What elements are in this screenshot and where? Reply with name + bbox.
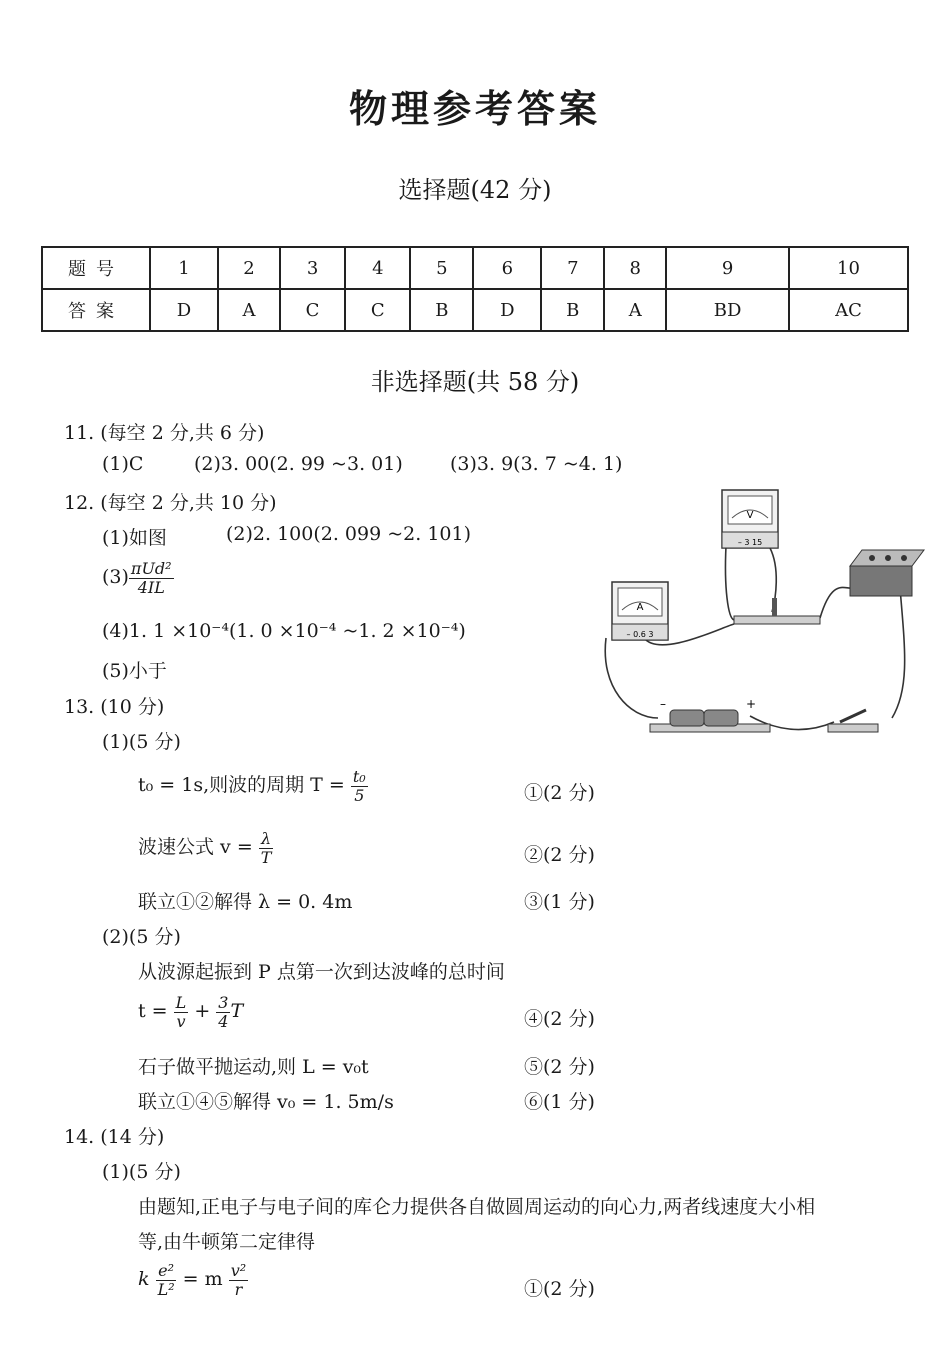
table-cell: 8 [604, 247, 666, 289]
q13-points-1: ①(2 分) [524, 782, 595, 804]
table-cell: C [345, 289, 410, 331]
battery-minus: – [660, 697, 666, 711]
formula-text: t = [138, 1000, 168, 1023]
answer-table [41, 246, 909, 332]
q14-part-1: (1)(5 分) [102, 1161, 181, 1183]
q14-line-2: 等,由牛顿第二定律得 [138, 1231, 316, 1253]
table-cell: C [280, 289, 345, 331]
q11-answer-2: (2)3. 00(2. 99 ~3. 01) [194, 453, 403, 475]
resistance-box [850, 550, 924, 596]
fraction-numerator: t₀ [352, 767, 366, 786]
fraction-denominator: r [234, 1279, 243, 1299]
q13-points-5: ⑤(2 分) [524, 1056, 595, 1078]
formula-fraction [129, 560, 174, 596]
table-cell: 9 [666, 247, 789, 289]
fraction-numerator: v² [230, 1262, 247, 1280]
q13-points-3: ③(1 分) [524, 891, 595, 913]
wire [605, 638, 658, 718]
table-cell: D [473, 289, 541, 331]
fraction-denominator: T [260, 847, 272, 867]
q13-line-4: 从波源起振到 P 点第一次到达波峰的总时间 [138, 961, 505, 983]
table-cell: 3 [280, 247, 345, 289]
q14-equation [138, 1262, 248, 1304]
q13-part-1: (1)(5 分) [102, 731, 181, 753]
table-cell: 1 [150, 247, 218, 289]
q11-heading: 11. (每空 2 分,共 6 分) [64, 422, 265, 444]
q12-answer-4: (4)1. 1 ×10⁻⁴(1. 0 ×10⁻⁴ ~1. 2 ×10⁻⁴) [102, 620, 466, 642]
voltmeter-scale: – 3 15 [737, 538, 763, 547]
q13-line-7: 联立①④⑤解得 v₀ = 1. 5m/s [138, 1091, 394, 1113]
q13-line-2 [138, 830, 273, 866]
q13-heading: 13. (10 分) [64, 696, 165, 718]
circuit-diagram [600, 488, 930, 744]
formula-fraction [216, 994, 230, 1030]
fraction-denominator: 4IL [137, 577, 165, 597]
wire [892, 588, 905, 718]
q14-line-1: 由题知,正电子与电子间的库仑力提供各自做圆周运动的向心力,两者线速度大小相 [138, 1196, 816, 1218]
formula-text: t₀ = 1s,则波的周期 T = [138, 774, 345, 797]
formula-text: k [138, 1268, 150, 1291]
resistance-wire [734, 598, 820, 624]
formula-text: 波速公式 v = [138, 836, 253, 859]
row-label: 题号 [42, 247, 150, 289]
formula-text: T [230, 1000, 244, 1023]
table-cell: 6 [473, 247, 541, 289]
table-cell: A [604, 289, 666, 331]
q12-heading: 12. (每空 2 分,共 10 分) [64, 492, 277, 514]
table-cell: BD [666, 289, 789, 331]
q13-line-5 [138, 994, 243, 1030]
row-label: 答案 [42, 289, 150, 331]
fraction-denominator: 4 [218, 1011, 229, 1031]
battery [650, 697, 770, 732]
fraction-numerator: πUd² [130, 559, 172, 578]
table-row-answers [42, 289, 908, 331]
formula-fraction [259, 830, 274, 866]
formula-fraction [156, 1262, 177, 1298]
table-cell: AC [789, 289, 908, 331]
q13-points-2: ②(2 分) [524, 844, 595, 866]
nonchoice-heading: 非选择题(共 58 分) [370, 368, 580, 396]
switch [828, 710, 878, 732]
q12-answer-2: (2)2. 100(2. 099 ~2. 101) [226, 523, 471, 545]
battery-plus: + [746, 697, 757, 711]
voltmeter [722, 490, 778, 548]
fraction-denominator: v [176, 1011, 186, 1031]
wire [725, 546, 734, 620]
q14-heading: 14. (14 分) [64, 1126, 165, 1148]
table-cell: 4 [345, 247, 410, 289]
q12-answer-5: (5)小于 [102, 660, 167, 682]
formula-fraction [174, 994, 189, 1030]
ammeter [612, 582, 668, 640]
table-cell: 2 [218, 247, 280, 289]
q13-points-6: ⑥(1 分) [524, 1091, 595, 1113]
q12-answer-3 [102, 560, 174, 596]
table-cell: 10 [789, 247, 908, 289]
table-cell: B [410, 289, 473, 331]
fraction-denominator: 5 [354, 785, 365, 805]
fraction-numerator: 3 [218, 993, 229, 1012]
choice-heading: 选择题(42 分) [398, 176, 552, 204]
q12-answer-1: (1)如图 [102, 527, 167, 549]
voltmeter-label: V [746, 510, 754, 521]
formula-text: = m [182, 1268, 223, 1291]
q14-points-1: ①(2 分) [524, 1278, 595, 1300]
q13-line-1 [138, 768, 368, 804]
ammeter-scale: – 0.6 3 [626, 630, 654, 639]
table-row-numbers [42, 247, 908, 289]
table-cell: B [541, 289, 604, 331]
ammeter-label: A [636, 602, 644, 613]
table-cell: A [218, 289, 280, 331]
table-cell: D [150, 289, 218, 331]
table-cell: 7 [541, 247, 604, 289]
formula-fraction [229, 1262, 248, 1298]
fraction-numerator: λ [261, 829, 272, 848]
fraction-denominator: L² [157, 1279, 175, 1299]
formula-operator: + [194, 1000, 211, 1023]
page-title: 物理参考答案 [348, 86, 601, 131]
formula-fraction [351, 768, 368, 804]
fraction-numerator: e² [158, 1262, 175, 1280]
q11-answer-1: (1)C [102, 453, 144, 475]
fraction-numerator: L [175, 993, 187, 1012]
q11-answer-3: (3)3. 9(3. 7 ~4. 1) [450, 453, 623, 475]
table-cell: 5 [410, 247, 473, 289]
q12-answer-3-prefix: (3) [102, 566, 129, 589]
q13-line-3: 联立①②解得 λ = 0. 4m [138, 891, 353, 913]
q13-line-6: 石子做平抛运动,则 L = v₀t [138, 1056, 369, 1078]
q13-points-4: ④(2 分) [524, 1008, 595, 1030]
q13-part-2: (2)(5 分) [102, 926, 181, 948]
